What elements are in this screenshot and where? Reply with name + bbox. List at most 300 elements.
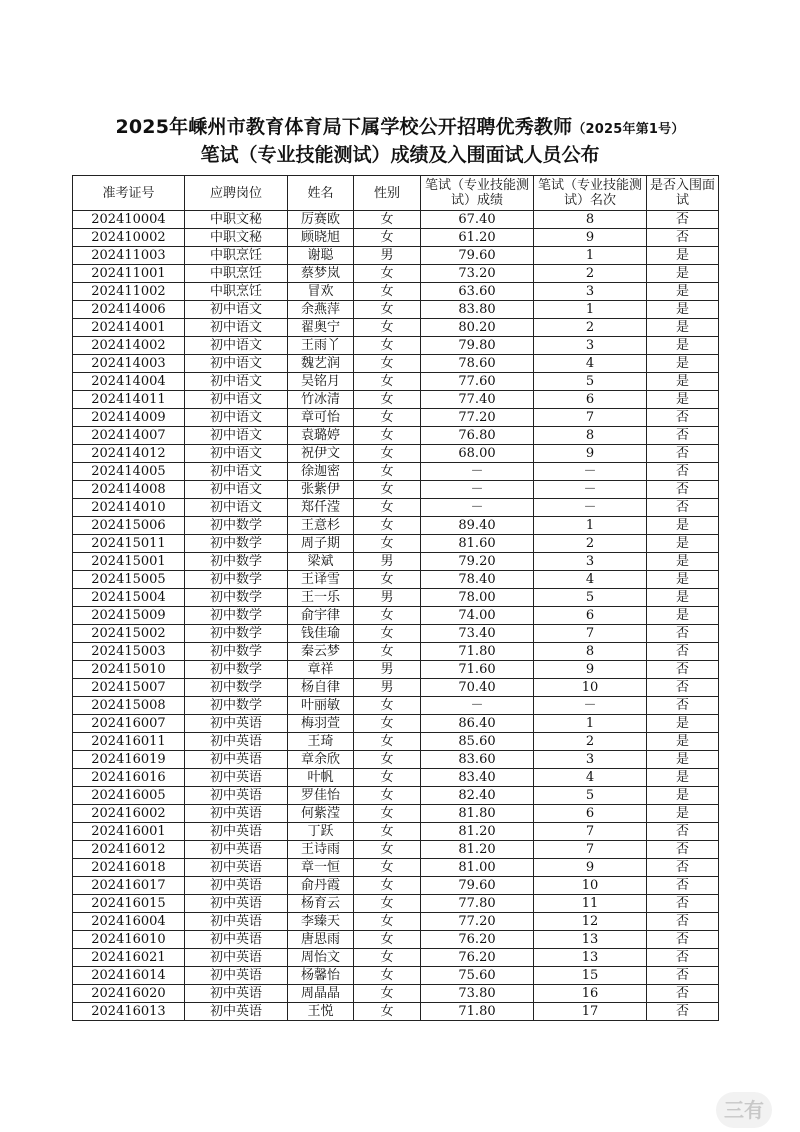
table-row [73,661,719,679]
cell-name: 杨自律 [288,679,354,697]
cell-gender: 女 [354,841,421,859]
cell-gender: 男 [354,661,421,679]
cell-position: 初中数学 [185,571,288,589]
cell-position: 初中语文 [185,427,288,445]
header-row [73,176,719,211]
cell-exam-id: 202415011 [73,535,185,553]
cell-exam-id: 202414012 [73,445,185,463]
cell-rank: 3 [534,553,647,571]
header-position: 应聘岗位 [185,176,288,211]
cell-gender: 女 [354,805,421,823]
cell-gender: 男 [354,553,421,571]
cell-name: 章余欣 [288,751,354,769]
cell-gender: 女 [354,391,421,409]
cell-position: 初中英语 [185,751,288,769]
cell-interview: 否 [647,409,719,427]
cell-exam-id: 202416021 [73,949,185,967]
cell-exam-id: 202414011 [73,391,185,409]
cell-rank: － [534,463,647,481]
cell-interview: 否 [647,877,719,895]
cell-rank: 5 [534,787,647,805]
cell-score: 82.40 [421,787,534,805]
cell-rank: 8 [534,427,647,445]
cell-gender: 女 [354,823,421,841]
cell-score: 81.60 [421,535,534,553]
cell-score: 77.20 [421,409,534,427]
cell-interview: 是 [647,391,719,409]
cell-score: 83.40 [421,769,534,787]
cell-rank: 1 [534,301,647,319]
cell-gender: 女 [354,607,421,625]
cell-interview: 否 [647,463,719,481]
table-row [73,499,719,517]
cell-exam-id: 202415001 [73,553,185,571]
cell-score: 75.60 [421,967,534,985]
cell-position: 初中英语 [185,715,288,733]
cell-score: 68.00 [421,445,534,463]
cell-gender: 女 [354,877,421,895]
cell-rank: 2 [534,535,647,553]
cell-gender: 女 [354,535,421,553]
cell-score: 79.20 [421,553,534,571]
cell-rank: 11 [534,895,647,913]
cell-name: 冒欢 [288,283,354,301]
cell-interview: 是 [647,283,719,301]
cell-name: 叶帆 [288,769,354,787]
cell-score: 77.20 [421,913,534,931]
cell-score: 79.80 [421,337,534,355]
cell-gender: 女 [354,697,421,715]
cell-exam-id: 202416019 [73,751,185,769]
cell-position: 初中英语 [185,1003,288,1021]
cell-position: 初中英语 [185,985,288,1003]
cell-position: 中职文秘 [185,211,288,229]
cell-score: 73.40 [421,625,534,643]
cell-score: 79.60 [421,877,534,895]
table-row [73,949,719,967]
cell-gender: 男 [354,679,421,697]
table-row [73,301,719,319]
cell-gender: 女 [354,913,421,931]
cell-name: 罗佳怡 [288,787,354,805]
cell-gender: 女 [354,571,421,589]
cell-position: 初中语文 [185,391,288,409]
cell-score: 79.60 [421,247,534,265]
cell-name: 蔡梦岚 [288,265,354,283]
cell-gender: 女 [354,787,421,805]
cell-rank: 4 [534,571,647,589]
cell-position: 初中语文 [185,337,288,355]
cell-name: 俞丹霞 [288,877,354,895]
cell-position: 初中英语 [185,931,288,949]
header-exam-id: 准考证号 [73,176,185,211]
cell-position: 初中英语 [185,823,288,841]
table-row [73,805,719,823]
cell-gender: 女 [354,463,421,481]
cell-rank: 10 [534,679,647,697]
cell-exam-id: 202414005 [73,463,185,481]
cell-rank: 3 [534,283,647,301]
header-score: 笔试（专业技能测试）成绩 [421,176,534,211]
cell-gender: 女 [354,319,421,337]
table-row [73,985,719,1003]
cell-name: 袁璐婷 [288,427,354,445]
cell-exam-id: 202416002 [73,805,185,823]
cell-score: 78.60 [421,355,534,373]
cell-score: 81.00 [421,859,534,877]
cell-exam-id: 202416013 [73,1003,185,1021]
cell-gender: 女 [354,481,421,499]
cell-name: 王琦 [288,733,354,751]
cell-name: 王诗雨 [288,841,354,859]
table-row [73,481,719,499]
cell-rank: 1 [534,247,647,265]
cell-exam-id: 202414001 [73,319,185,337]
cell-exam-id: 202414008 [73,481,185,499]
table-row [73,463,719,481]
cell-name: 何紫滢 [288,805,354,823]
cell-position: 初中英语 [185,841,288,859]
cell-score: 71.80 [421,643,534,661]
cell-gender: 女 [354,625,421,643]
cell-exam-id: 202416017 [73,877,185,895]
cell-name: 梅羽萱 [288,715,354,733]
cell-rank: 1 [534,715,647,733]
cell-name: 竹冰清 [288,391,354,409]
cell-score: － [421,463,534,481]
cell-gender: 女 [354,733,421,751]
cell-exam-id: 202410002 [73,229,185,247]
cell-exam-id: 202416018 [73,859,185,877]
cell-score: 74.00 [421,607,534,625]
cell-score: 71.60 [421,661,534,679]
cell-gender: 女 [354,895,421,913]
cell-rank: 3 [534,751,647,769]
cell-exam-id: 202416004 [73,913,185,931]
cell-position: 初中英语 [185,877,288,895]
cell-position: 初中语文 [185,481,288,499]
cell-interview: 是 [647,733,719,751]
cell-interview: 是 [647,247,719,265]
cell-rank: 6 [534,391,647,409]
table-row [73,571,719,589]
cell-gender: 女 [354,985,421,1003]
header-name: 姓名 [288,176,354,211]
table-row [73,319,719,337]
cell-score: 61.20 [421,229,534,247]
cell-exam-id: 202416020 [73,985,185,1003]
table-row [73,733,719,751]
table-row [73,247,719,265]
cell-exam-id: 202416014 [73,967,185,985]
table-row [73,445,719,463]
cell-name: 章一恒 [288,859,354,877]
cell-name: 王译雪 [288,571,354,589]
cell-score: 73.80 [421,985,534,1003]
cell-position: 初中英语 [185,949,288,967]
cell-rank: － [534,697,647,715]
cell-exam-id: 202416015 [73,895,185,913]
cell-interview: 否 [647,481,719,499]
cell-name: 王雨丫 [288,337,354,355]
cell-gender: 女 [354,715,421,733]
table-row [73,841,719,859]
table-row [73,697,719,715]
cell-rank: 16 [534,985,647,1003]
cell-rank: 3 [534,337,647,355]
cell-exam-id: 202411003 [73,247,185,265]
cell-rank: 6 [534,805,647,823]
cell-position: 初中语文 [185,301,288,319]
table-row [73,355,719,373]
cell-interview: 否 [647,823,719,841]
cell-position: 初中英语 [185,769,288,787]
cell-interview: 是 [647,337,719,355]
cell-name: 唐思雨 [288,931,354,949]
cell-name: 王意杉 [288,517,354,535]
title-main: 2025年嵊州市教育体育局下属学校公开招聘优秀教师 [115,116,573,138]
table-row [73,517,719,535]
table-row [73,283,719,301]
cell-score: 71.80 [421,1003,534,1021]
cell-score: 73.20 [421,265,534,283]
cell-gender: 男 [354,247,421,265]
cell-position: 初中数学 [185,607,288,625]
cell-score: － [421,697,534,715]
cell-position: 中职烹饪 [185,265,288,283]
cell-name: 丁跃 [288,823,354,841]
cell-rank: － [534,481,647,499]
cell-exam-id: 202416001 [73,823,185,841]
cell-position: 初中语文 [185,445,288,463]
cell-gender: 女 [354,229,421,247]
cell-position: 初中语文 [185,355,288,373]
header-interview: 是否入围面试 [647,176,719,211]
cell-name: 张紫伊 [288,481,354,499]
cell-gender: 女 [354,211,421,229]
cell-position: 中职烹饪 [185,283,288,301]
cell-gender: 女 [354,427,421,445]
table-row [73,679,719,697]
table-row [73,265,719,283]
cell-position: 初中语文 [185,319,288,337]
cell-position: 初中数学 [185,535,288,553]
cell-exam-id: 202415003 [73,643,185,661]
table-row [73,391,719,409]
cell-exam-id: 202414010 [73,499,185,517]
cell-position: 初中英语 [185,733,288,751]
cell-score: 63.60 [421,283,534,301]
cell-gender: 女 [354,499,421,517]
cell-rank: 7 [534,841,647,859]
cell-score: 86.40 [421,715,534,733]
cell-interview: 否 [647,679,719,697]
cell-score: 70.40 [421,679,534,697]
cell-name: 梁斌 [288,553,354,571]
cell-rank: 7 [534,823,647,841]
cell-exam-id: 202414006 [73,301,185,319]
cell-gender: 女 [354,751,421,769]
cell-score: 76.20 [421,931,534,949]
cell-interview: 否 [647,967,719,985]
cell-name: 王一乐 [288,589,354,607]
cell-rank: 9 [534,859,647,877]
cell-interview: 是 [647,589,719,607]
cell-exam-id: 202416012 [73,841,185,859]
cell-rank: 13 [534,949,647,967]
table-row [73,877,719,895]
cell-rank: 5 [534,589,647,607]
cell-position: 初中数学 [185,679,288,697]
cell-interview: 是 [647,517,719,535]
table-row [73,913,719,931]
cell-interview: 否 [647,211,719,229]
cell-score: 76.80 [421,427,534,445]
cell-rank: 9 [534,661,647,679]
cell-gender: 女 [354,283,421,301]
cell-interview: 否 [647,427,719,445]
table-row [73,607,719,625]
cell-name: 俞宇律 [288,607,354,625]
cell-position: 中职文秘 [185,229,288,247]
cell-gender: 女 [354,409,421,427]
cell-rank: 7 [534,409,647,427]
page-title [0,112,800,139]
cell-interview: 否 [647,625,719,643]
cell-gender: 女 [354,1003,421,1021]
cell-rank: 4 [534,355,647,373]
cell-interview: 是 [647,265,719,283]
app-watermark-logo: 三有 [716,1092,772,1128]
cell-exam-id: 202410004 [73,211,185,229]
table-row [73,787,719,805]
cell-rank: 2 [534,319,647,337]
cell-exam-id: 202414004 [73,373,185,391]
table-row [73,589,719,607]
cell-exam-id: 202415007 [73,679,185,697]
cell-exam-id: 202414007 [73,427,185,445]
table-row [73,337,719,355]
table-row [73,967,719,985]
table-row [73,211,719,229]
cell-rank: 1 [534,517,647,535]
cell-gender: 女 [354,949,421,967]
cell-position: 初中英语 [185,967,288,985]
cell-position: 初中英语 [185,805,288,823]
cell-score: 85.60 [421,733,534,751]
cell-gender: 女 [354,265,421,283]
cell-score: 76.20 [421,949,534,967]
cell-interview: 否 [647,949,719,967]
cell-name: 郑仟滢 [288,499,354,517]
cell-score: 89.40 [421,517,534,535]
cell-gender: 女 [354,373,421,391]
cell-exam-id: 202415006 [73,517,185,535]
cell-rank: 7 [534,625,647,643]
cell-score: 78.00 [421,589,534,607]
cell-name: 王悦 [288,1003,354,1021]
cell-gender: 女 [354,967,421,985]
cell-exam-id: 202414002 [73,337,185,355]
cell-position: 中职烹饪 [185,247,288,265]
cell-interview: 是 [647,553,719,571]
cell-gender: 女 [354,445,421,463]
cell-score: 77.80 [421,895,534,913]
cell-rank: 15 [534,967,647,985]
cell-interview: 是 [647,751,719,769]
cell-interview: 是 [647,355,719,373]
cell-gender: 女 [354,517,421,535]
cell-rank: 17 [534,1003,647,1021]
cell-interview: 是 [647,805,719,823]
table-row [73,535,719,553]
cell-name: 吴铭月 [288,373,354,391]
cell-score: 81.80 [421,805,534,823]
cell-exam-id: 202415005 [73,571,185,589]
cell-interview: 是 [647,787,719,805]
cell-position: 初中数学 [185,661,288,679]
cell-position: 初中英语 [185,787,288,805]
cell-exam-id: 202415008 [73,697,185,715]
cell-name: 谢聪 [288,247,354,265]
cell-name: 徐迦密 [288,463,354,481]
cell-interview: 否 [647,229,719,247]
cell-interview: 否 [647,1003,719,1021]
cell-gender: 男 [354,589,421,607]
cell-rank: － [534,499,647,517]
cell-score: 77.40 [421,391,534,409]
cell-exam-id: 202415009 [73,607,185,625]
cell-interview: 是 [647,715,719,733]
cell-position: 初中英语 [185,913,288,931]
cell-gender: 女 [354,769,421,787]
cell-rank: 2 [534,265,647,283]
cell-gender: 女 [354,931,421,949]
cell-exam-id: 202415010 [73,661,185,679]
table-row [73,553,719,571]
cell-position: 初中语文 [185,409,288,427]
cell-exam-id: 202416005 [73,787,185,805]
table-body [73,211,719,1021]
cell-rank: 4 [534,769,647,787]
cell-name: 叶丽敏 [288,697,354,715]
cell-score: 81.20 [421,823,534,841]
cell-name: 祝伊文 [288,445,354,463]
cell-name: 章可怡 [288,409,354,427]
cell-name: 周怡文 [288,949,354,967]
cell-interview: 否 [647,697,719,715]
cell-exam-id: 202416011 [73,733,185,751]
cell-position: 初中语文 [185,463,288,481]
table-row [73,1003,719,1021]
cell-interview: 是 [647,319,719,337]
cell-interview: 否 [647,643,719,661]
cell-exam-id: 202411001 [73,265,185,283]
table-row [73,373,719,391]
table-row [73,643,719,661]
cell-interview: 是 [647,535,719,553]
table-row [73,859,719,877]
cell-exam-id: 202416007 [73,715,185,733]
cell-interview: 否 [647,913,719,931]
cell-position: 初中英语 [185,859,288,877]
cell-position: 初中语文 [185,373,288,391]
cell-rank: 12 [534,913,647,931]
table-header [73,176,719,211]
cell-score: 77.60 [421,373,534,391]
cell-rank: 9 [534,445,647,463]
table-row [73,229,719,247]
